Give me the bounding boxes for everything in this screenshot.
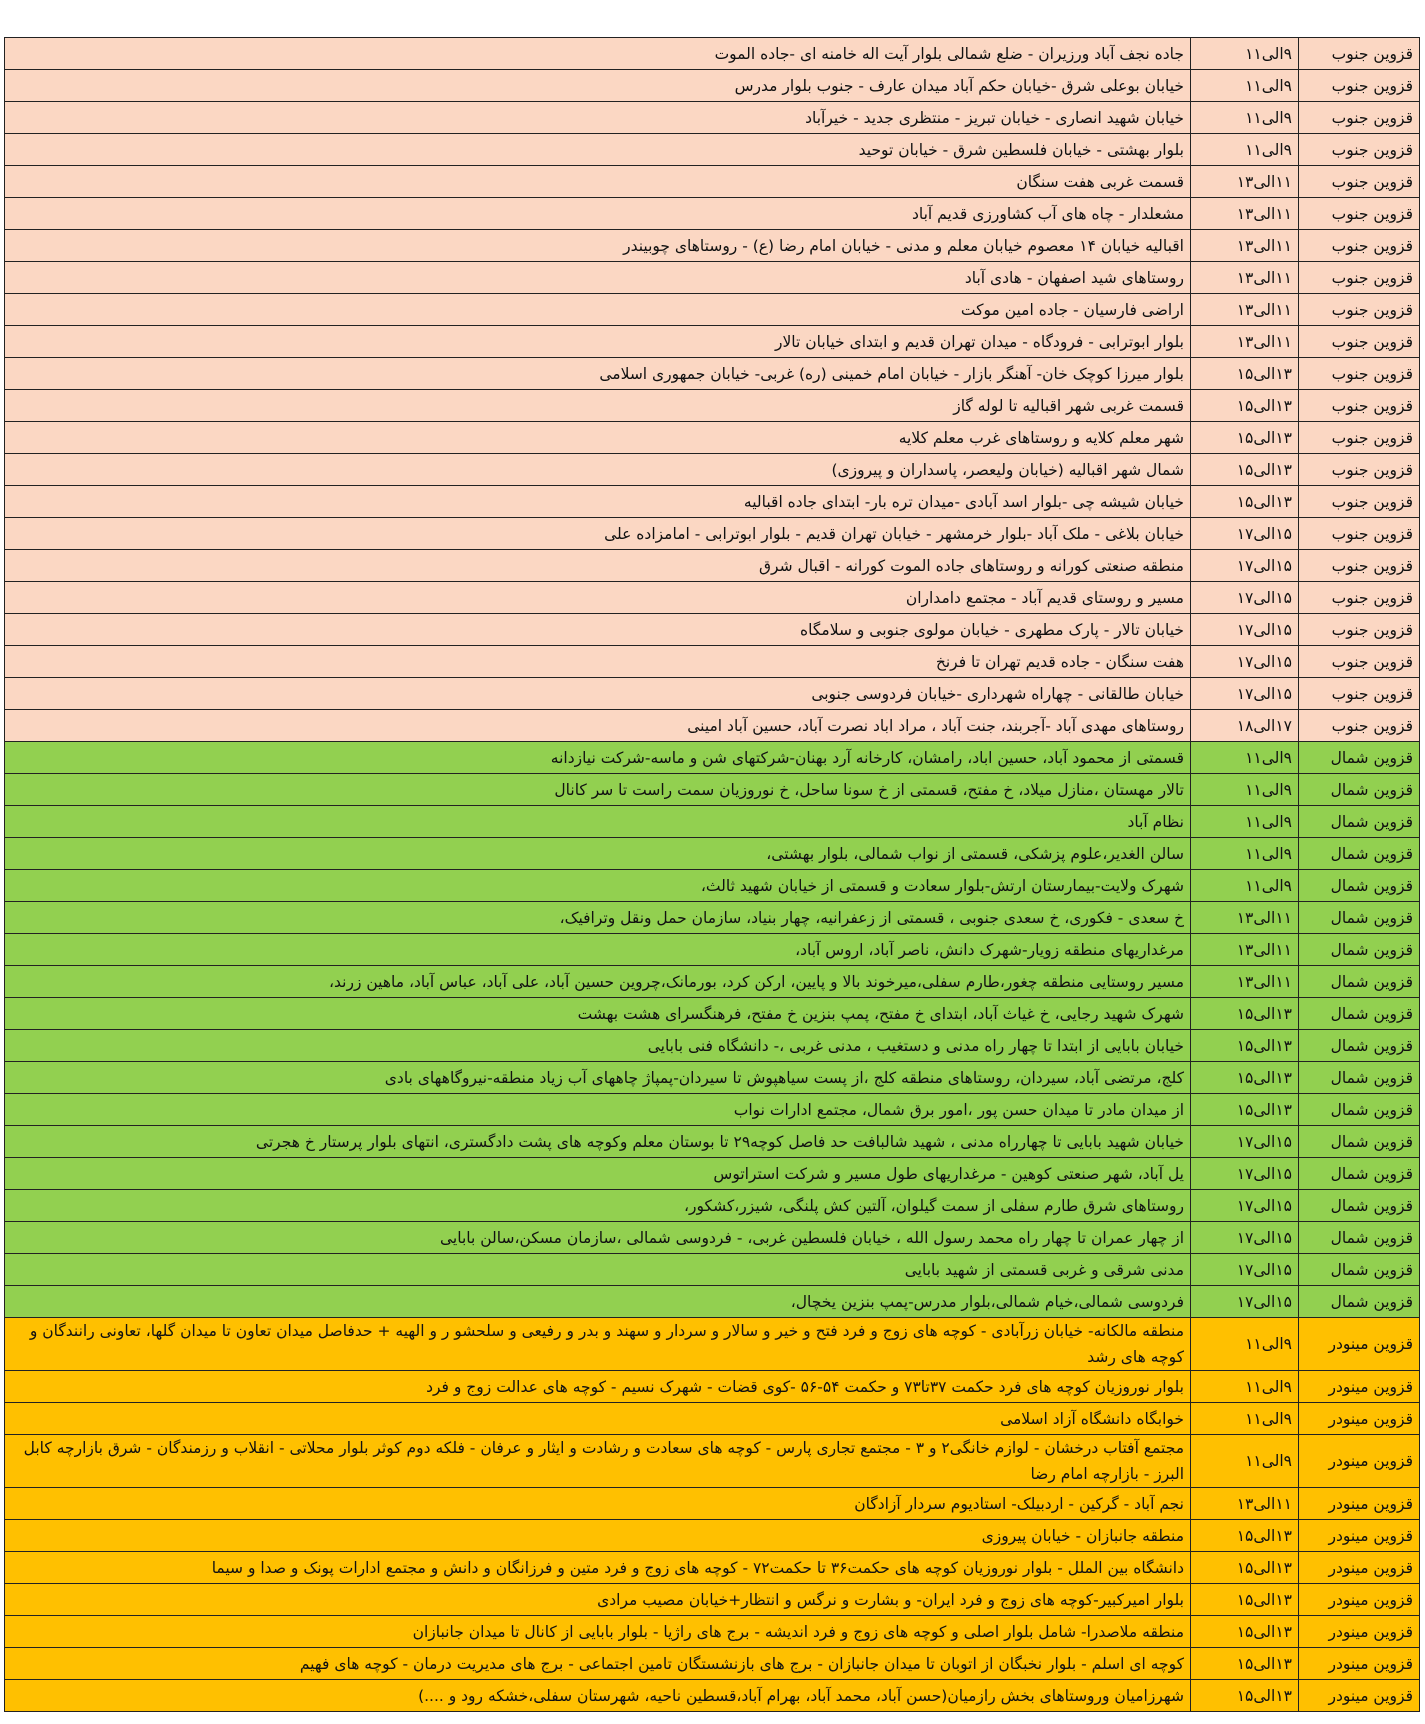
time-cell: ۹الی۱۱ xyxy=(1191,870,1299,902)
area-cell: قسمتی از محمود آباد، حسین اباد، رامشان، کارخانه آرد بهنان-شرکتهای شن و ماسه-شرکت نیازدانه xyxy=(5,742,1191,774)
table-row xyxy=(5,1488,1420,1520)
region-cell: قزوین مینودر xyxy=(1299,1435,1420,1488)
area-cell: قسمت غربی شهر اقبالیه تا لوله گاز xyxy=(5,390,1191,422)
table-row xyxy=(5,1318,1420,1371)
table-row xyxy=(5,294,1420,326)
area-cell: نجم آباد - گرکین - اردبیلک- استادیوم سردار آزادگان xyxy=(5,1488,1191,1520)
table-row xyxy=(5,262,1420,294)
time-cell: ۱۵الی۱۷ xyxy=(1191,678,1299,710)
region-cell: قزوین شمال xyxy=(1299,998,1420,1030)
region-cell: قزوین شمال xyxy=(1299,902,1420,934)
area-cell: فردوسی شمالی،خیام شمالی،بلوار مدرس-پمپ بنزین یخچال، xyxy=(5,1286,1191,1318)
table-row xyxy=(5,102,1420,134)
region-cell: قزوین جنوب xyxy=(1299,422,1420,454)
area-cell: شهرک شهید رجایی، خ غیاث آباد، ابتدای خ مفتح، پمپ بنزین خ مفتح، فرهنگسرای هشت بهشت xyxy=(5,998,1191,1030)
region-cell: قزوین شمال xyxy=(1299,1286,1420,1318)
time-cell: ۱۱الی۱۳ xyxy=(1191,294,1299,326)
time-cell: ۱۵الی۱۷ xyxy=(1191,1190,1299,1222)
region-cell: قزوین شمال xyxy=(1299,1062,1420,1094)
region-cell: قزوین جنوب xyxy=(1299,230,1420,262)
area-cell: خیابان بوعلی شرق -خیابان حکم آباد میدان عارف - جنوب بلوار مدرس xyxy=(5,70,1191,102)
area-cell: خ سعدی - فکوری، خ سعدی جنوبی ، قسمتی از زعفرانیه، چهار بنیاد، سازمان حمل ونقل وترافیک، xyxy=(5,902,1191,934)
area-cell: بلوار نوروزیان کوچه های فرد حکمت ۳۷تا۷۳ و حکمت ۵۴-۵۶ -کوی قضات - شهرک نسیم - کوچه های عدالت زوج و فرد xyxy=(5,1371,1191,1403)
region-cell: قزوین جنوب xyxy=(1299,358,1420,390)
area-cell: شهرک ولایت-بیمارستان ارتش-بلوار سعادت و قسمتی از خیابان شهید ثالث، xyxy=(5,870,1191,902)
table-row xyxy=(5,998,1420,1030)
region-cell: قزوین شمال xyxy=(1299,742,1420,774)
time-cell: ۱۳الی۱۵ xyxy=(1191,390,1299,422)
region-cell: قزوین جنوب xyxy=(1299,326,1420,358)
region-cell: قزوین جنوب xyxy=(1299,678,1420,710)
area-cell: کوچه ای اسلم - بلوار نخبگان از اتوبان تا میدان جانبازان - برج های بازنشستگان تامین اجتماعی - برج های مدیریت درمان - کوچه های فهیم xyxy=(5,1648,1191,1680)
table-row xyxy=(5,1680,1420,1712)
time-cell: ۹الی۱۱ xyxy=(1191,70,1299,102)
region-cell: قزوین جنوب xyxy=(1299,710,1420,742)
table-row xyxy=(5,486,1420,518)
region-cell: قزوین جنوب xyxy=(1299,518,1420,550)
region-cell: قزوین جنوب xyxy=(1299,102,1420,134)
time-cell: ۱۳الی۱۵ xyxy=(1191,1680,1299,1712)
region-cell: قزوین جنوب xyxy=(1299,646,1420,678)
area-cell: نظام آباد xyxy=(5,806,1191,838)
area-cell: مشعلدار - چاه های آب کشاورزی قدیم آباد xyxy=(5,198,1191,230)
region-cell: قزوین شمال xyxy=(1299,1158,1420,1190)
time-cell: ۹الی۱۱ xyxy=(1191,1371,1299,1403)
area-cell: دانشگاه بین الملل - بلوار نوروزیان کوچه های حکمت۳۶ تا حکمت۷۲ - کوچه های زوج و فرد متین و فرزانگان و دانش و مجتمع ادارات پونک و صدا و سیما xyxy=(5,1552,1191,1584)
table-row xyxy=(5,1190,1420,1222)
region-cell: قزوین شمال xyxy=(1299,1222,1420,1254)
time-cell: ۹الی۱۱ xyxy=(1191,1403,1299,1435)
area-cell: جاده نجف آباد ورزیران - ضلع شمالی بلوار آیت اله خامنه ای -جاده الموت xyxy=(5,38,1191,70)
region-cell: قزوین مینودر xyxy=(1299,1318,1420,1371)
table-row xyxy=(5,902,1420,934)
time-cell: ۱۳الی۱۵ xyxy=(1191,998,1299,1030)
time-cell: ۱۵الی۱۷ xyxy=(1191,1254,1299,1286)
table-row xyxy=(5,870,1420,902)
region-cell: قزوین جنوب xyxy=(1299,454,1420,486)
time-cell: ۹الی۱۱ xyxy=(1191,1318,1299,1371)
time-cell: ۱۵الی۱۷ xyxy=(1191,518,1299,550)
region-cell: قزوین شمال xyxy=(1299,774,1420,806)
table-row xyxy=(5,614,1420,646)
area-cell: روستاهای شید اصفهان - هادی آباد xyxy=(5,262,1191,294)
area-cell: مسیر و روستای قدیم آباد - مجتمع دامداران xyxy=(5,582,1191,614)
table-row xyxy=(5,934,1420,966)
region-cell: قزوین مینودر xyxy=(1299,1648,1420,1680)
time-cell: ۱۳الی۱۵ xyxy=(1191,1648,1299,1680)
time-cell: ۱۳الی۱۵ xyxy=(1191,422,1299,454)
region-cell: قزوین مینودر xyxy=(1299,1403,1420,1435)
table-row xyxy=(5,582,1420,614)
table-row xyxy=(5,774,1420,806)
region-cell: قزوین شمال xyxy=(1299,806,1420,838)
region-cell: قزوین شمال xyxy=(1299,966,1420,998)
area-cell: خوابگاه دانشگاه آزاد اسلامی xyxy=(5,1403,1191,1435)
time-cell: ۱۱الی۱۳ xyxy=(1191,326,1299,358)
region-cell: قزوین جنوب xyxy=(1299,262,1420,294)
table-row xyxy=(5,326,1420,358)
table-row xyxy=(5,454,1420,486)
time-cell: ۱۳الی۱۵ xyxy=(1191,1094,1299,1126)
region-cell: قزوین جنوب xyxy=(1299,38,1420,70)
time-cell: ۹الی۱۱ xyxy=(1191,806,1299,838)
time-cell: ۱۱الی۱۳ xyxy=(1191,262,1299,294)
region-cell: قزوین مینودر xyxy=(1299,1680,1420,1712)
region-cell: قزوین شمال xyxy=(1299,934,1420,966)
time-cell: ۱۵الی۱۷ xyxy=(1191,582,1299,614)
table-row xyxy=(5,1158,1420,1190)
table-row xyxy=(5,1222,1420,1254)
table-row xyxy=(5,1062,1420,1094)
table-row xyxy=(5,1094,1420,1126)
table-row xyxy=(5,518,1420,550)
time-cell: ۹الی۱۱ xyxy=(1191,1435,1299,1488)
time-cell: ۱۵الی۱۷ xyxy=(1191,614,1299,646)
time-cell: ۱۳الی۱۵ xyxy=(1191,1584,1299,1616)
area-cell: یل آباد، شهر صنعتی کوهین - مرغداریهای طول مسیر و شرکت استراتوس xyxy=(5,1158,1191,1190)
time-cell: ۱۵الی۱۷ xyxy=(1191,646,1299,678)
table-row xyxy=(5,1030,1420,1062)
region-cell: قزوین مینودر xyxy=(1299,1520,1420,1552)
area-cell: شهر معلم کلایه و روستاهای غرب معلم کلایه xyxy=(5,422,1191,454)
region-cell: قزوین جنوب xyxy=(1299,70,1420,102)
table-row xyxy=(5,390,1420,422)
table-row xyxy=(5,1254,1420,1286)
time-cell: ۱۳الی۱۵ xyxy=(1191,454,1299,486)
area-cell: مجتمع آفتاب درخشان - لوازم خانگی۲ و ۳ - مجتمع تجاری پارس - کوچه های سعادت و رشادت و ایثار و عرفان - فلکه دوم کوثر بلوار محلاتی - انقلاب و رزمندگان - شرق بازارچه کابل البرز - بازارچه امام رضا xyxy=(5,1435,1191,1488)
table-row xyxy=(5,70,1420,102)
table-row xyxy=(5,1286,1420,1318)
time-cell: ۱۵الی۱۷ xyxy=(1191,1222,1299,1254)
area-cell: هفت سنگان - جاده قدیم تهران تا فرنخ xyxy=(5,646,1191,678)
area-cell: بلوار ابوترابی - فرودگاه - میدان تهران قدیم و ابتدای خیابان تالار xyxy=(5,326,1191,358)
area-cell: از چهار عمران تا چهار راه محمد رسول الله ، خیابان فلسطین غربی، - فردوسی شمالی ،سازمان مسکن،سالن بابایی xyxy=(5,1222,1191,1254)
table-row xyxy=(5,966,1420,998)
area-cell: منطقه ملاصدرا- شامل بلوار اصلی و کوچه های زوج و فرد اندیشه - برج های راژیا - بلوار بابایی از کانال تا میدان جانبازان xyxy=(5,1616,1191,1648)
table-row xyxy=(5,550,1420,582)
region-cell: قزوین جنوب xyxy=(1299,198,1420,230)
time-cell: ۹الی۱۱ xyxy=(1191,742,1299,774)
time-cell: ۱۳الی۱۵ xyxy=(1191,1616,1299,1648)
time-cell: ۱۳الی۱۵ xyxy=(1191,1030,1299,1062)
table-row xyxy=(5,1648,1420,1680)
area-cell: خیابان طالقانی - چهاراه شهرداری -خیابان فردوسی جنوبی xyxy=(5,678,1191,710)
time-cell: ۹الی۱۱ xyxy=(1191,774,1299,806)
time-cell: ۹الی۱۱ xyxy=(1191,38,1299,70)
region-cell: قزوین جنوب xyxy=(1299,166,1420,198)
time-cell: ۱۵الی۱۷ xyxy=(1191,1158,1299,1190)
region-cell: قزوین شمال xyxy=(1299,1190,1420,1222)
table-row xyxy=(5,1616,1420,1648)
area-cell: مرغداریهای منطقه زویار-شهرک دانش، ناصر آباد، اروس آباد، xyxy=(5,934,1191,966)
table-row xyxy=(5,1584,1420,1616)
time-cell: ۱۳الی۱۵ xyxy=(1191,358,1299,390)
area-cell: خیابان شهید انصاری - خیابان تبریز - منتظری جدید - خیرآباد xyxy=(5,102,1191,134)
table-row xyxy=(5,1403,1420,1435)
time-cell: ۱۱الی۱۳ xyxy=(1191,934,1299,966)
area-cell: شمال شهر اقبالیه (خیابان ولیعصر، پاسداران و پیروزی) xyxy=(5,454,1191,486)
area-cell: قسمت غربی هفت سنگان xyxy=(5,166,1191,198)
time-cell: ۱۳الی۱۵ xyxy=(1191,1552,1299,1584)
area-cell: روستاهای شرق طارم سفلی از سمت گیلوان، آلتین کش پلنگی، شیزر،کشکور، xyxy=(5,1190,1191,1222)
time-cell: ۱۳الی۱۵ xyxy=(1191,1520,1299,1552)
table-row xyxy=(5,38,1420,70)
region-cell: قزوین شمال xyxy=(1299,1094,1420,1126)
area-cell: خیابان شیشه چی -بلوار اسد آبادی -میدان تره بار- ابتدای جاده اقبالیه xyxy=(5,486,1191,518)
area-cell: سالن الغدیر،علوم پزشکی، قسمتی از نواب شمالی، بلوار بهشتی، xyxy=(5,838,1191,870)
area-cell: خیابان شهید بابایی تا چهارراه مدنی ، شهید شالبافت حد فاصل کوچه۲۹ تا بوستان معلم وکوچه های پشت دادگستری، انتهای بلوار پرستار خ هجرتی xyxy=(5,1126,1191,1158)
area-cell: منطقه جانبازان - خیابان پیروزی xyxy=(5,1520,1191,1552)
table-row xyxy=(5,806,1420,838)
time-cell: ۱۱الی۱۳ xyxy=(1191,966,1299,998)
area-cell: از میدان مادر تا میدان حسن پور ،امور برق شمال، مجتمع ادارات نواب xyxy=(5,1094,1191,1126)
region-cell: قزوین مینودر xyxy=(1299,1371,1420,1403)
table-row xyxy=(5,678,1420,710)
outage-schedule-table xyxy=(4,37,1420,1712)
time-cell: ۱۵الی۱۷ xyxy=(1191,1126,1299,1158)
area-cell: اقبالیه خیابان ۱۴ معصوم خیابان معلم و مدنی - خیابان امام رضا (ع) - روستاهای چوبیندر xyxy=(5,230,1191,262)
time-cell: ۱۷الی۱۸ xyxy=(1191,710,1299,742)
time-cell: ۱۱الی۱۳ xyxy=(1191,230,1299,262)
region-cell: قزوین مینودر xyxy=(1299,1616,1420,1648)
area-cell: مسیر روستایی منطقه چغور،طارم سفلی،میرخوند بالا و پایین، ارکن کرد، بورمانک،چروین حسین آباد، علی آباد، عباس آباد، ماهین زرند، xyxy=(5,966,1191,998)
time-cell: ۱۱الی۱۳ xyxy=(1191,166,1299,198)
table-row xyxy=(5,710,1420,742)
table-row xyxy=(5,646,1420,678)
table-row xyxy=(5,1552,1420,1584)
region-cell: قزوین جنوب xyxy=(1299,486,1420,518)
table-row xyxy=(5,1126,1420,1158)
area-cell: مدنی شرقی و غربی قسمتی از شهید بابایی xyxy=(5,1254,1191,1286)
region-cell: قزوین جنوب xyxy=(1299,294,1420,326)
region-cell: قزوین جنوب xyxy=(1299,614,1420,646)
area-cell: بلوار میرزا کوچک خان- آهنگر بازار - خیابان امام خمینی (ره) غربی- خیابان جمهوری اسلامی xyxy=(5,358,1191,390)
region-cell: قزوین شمال xyxy=(1299,1030,1420,1062)
area-cell: بلوار امیرکبیر-کوچه های زوج و فرد ایران- و بشارت و نرگس و انتظار+خیابان مصیب مرادی xyxy=(5,1584,1191,1616)
time-cell: ۱۱الی۱۳ xyxy=(1191,198,1299,230)
region-cell: قزوین شمال xyxy=(1299,870,1420,902)
area-cell: منطقه صنعتی کورانه و روستاهای جاده الموت کورانه - اقبال شرق xyxy=(5,550,1191,582)
table-row xyxy=(5,742,1420,774)
region-cell: قزوین شمال xyxy=(1299,1126,1420,1158)
time-cell: ۱۳الی۱۵ xyxy=(1191,486,1299,518)
region-cell: قزوین مینودر xyxy=(1299,1552,1420,1584)
area-cell: خیابان بابایی از ابتدا تا چهار راه مدنی و دستغیب ، مدنی غربی ،- دانشگاه فنی بابایی xyxy=(5,1030,1191,1062)
area-cell: کلج، مرتضی آباد، سیردان، روستاهای منطقه کلج ،از پست سیاهپوش تا سیردان-پمپاژ چاههای آب زیاد منطقه-نیروگاههای بادی xyxy=(5,1062,1191,1094)
time-cell: ۹الی۱۱ xyxy=(1191,134,1299,166)
area-cell: خیابان تالار - پارک مطهری - خیابان مولوی جنوبی و سلامگاه xyxy=(5,614,1191,646)
time-cell: ۱۵الی۱۷ xyxy=(1191,1286,1299,1318)
area-cell: شهرزامیان وروستاهای بخش رازمیان(حسن آباد، محمد آباد، بهرام آباد،قسطین ناحیه، شهرستان سفلی،خشکه رود و ....) xyxy=(5,1680,1191,1712)
area-cell: خیابان بلاغی - ملک آباد -بلوار خرمشهر - خیابان تهران قدیم - بلوار ابوترابی - امامزاده علی xyxy=(5,518,1191,550)
area-cell: بلوار بهشتی - خیابان فلسطین شرق - خیابان توحید xyxy=(5,134,1191,166)
table-row xyxy=(5,230,1420,262)
region-cell: قزوین مینودر xyxy=(1299,1584,1420,1616)
table-row xyxy=(5,1371,1420,1403)
area-cell: تالار مهستان ،منازل میلاد، خ مفتح، قسمتی از خ سونا ساحل، خ نوروزیان سمت راست تا سر کانال xyxy=(5,774,1191,806)
region-cell: قزوین جنوب xyxy=(1299,390,1420,422)
time-cell: ۹الی۱۱ xyxy=(1191,838,1299,870)
table-row xyxy=(5,358,1420,390)
time-cell: ۱۱الی۱۳ xyxy=(1191,902,1299,934)
region-cell: قزوین شمال xyxy=(1299,838,1420,870)
time-cell: ۱۱الی۱۳ xyxy=(1191,1488,1299,1520)
region-cell: قزوین جنوب xyxy=(1299,550,1420,582)
region-cell: قزوین جنوب xyxy=(1299,582,1420,614)
table-row xyxy=(5,166,1420,198)
table-row xyxy=(5,838,1420,870)
table-row xyxy=(5,134,1420,166)
table-row xyxy=(5,198,1420,230)
time-cell: ۱۳الی۱۵ xyxy=(1191,1062,1299,1094)
region-cell: قزوین شمال xyxy=(1299,1254,1420,1286)
table-row xyxy=(5,1435,1420,1488)
time-cell: ۱۵الی۱۷ xyxy=(1191,550,1299,582)
time-cell: ۹الی۱۱ xyxy=(1191,102,1299,134)
area-cell: منطقه مالکانه- خیابان زرآبادی - کوچه های زوج و فرد فتح و خیر و سالار و سردار و سهند و بدر و رفیعی و سلحشو ر و الهیه + حدفاصل میدان تعاون تا میدان گلها، تعاونی رانندگان و کوچه های رشد xyxy=(5,1318,1191,1371)
table-row xyxy=(5,422,1420,454)
region-cell: قزوین جنوب xyxy=(1299,134,1420,166)
area-cell: روستاهای مهدی آباد -آجربند، جنت آباد ، مراد اباد نصرت آباد، حسین آباد امینی xyxy=(5,710,1191,742)
table-row xyxy=(5,1520,1420,1552)
region-cell: قزوین مینودر xyxy=(1299,1488,1420,1520)
area-cell: اراضی فارسیان - جاده امین موکت xyxy=(5,294,1191,326)
table-body xyxy=(5,38,1420,1712)
